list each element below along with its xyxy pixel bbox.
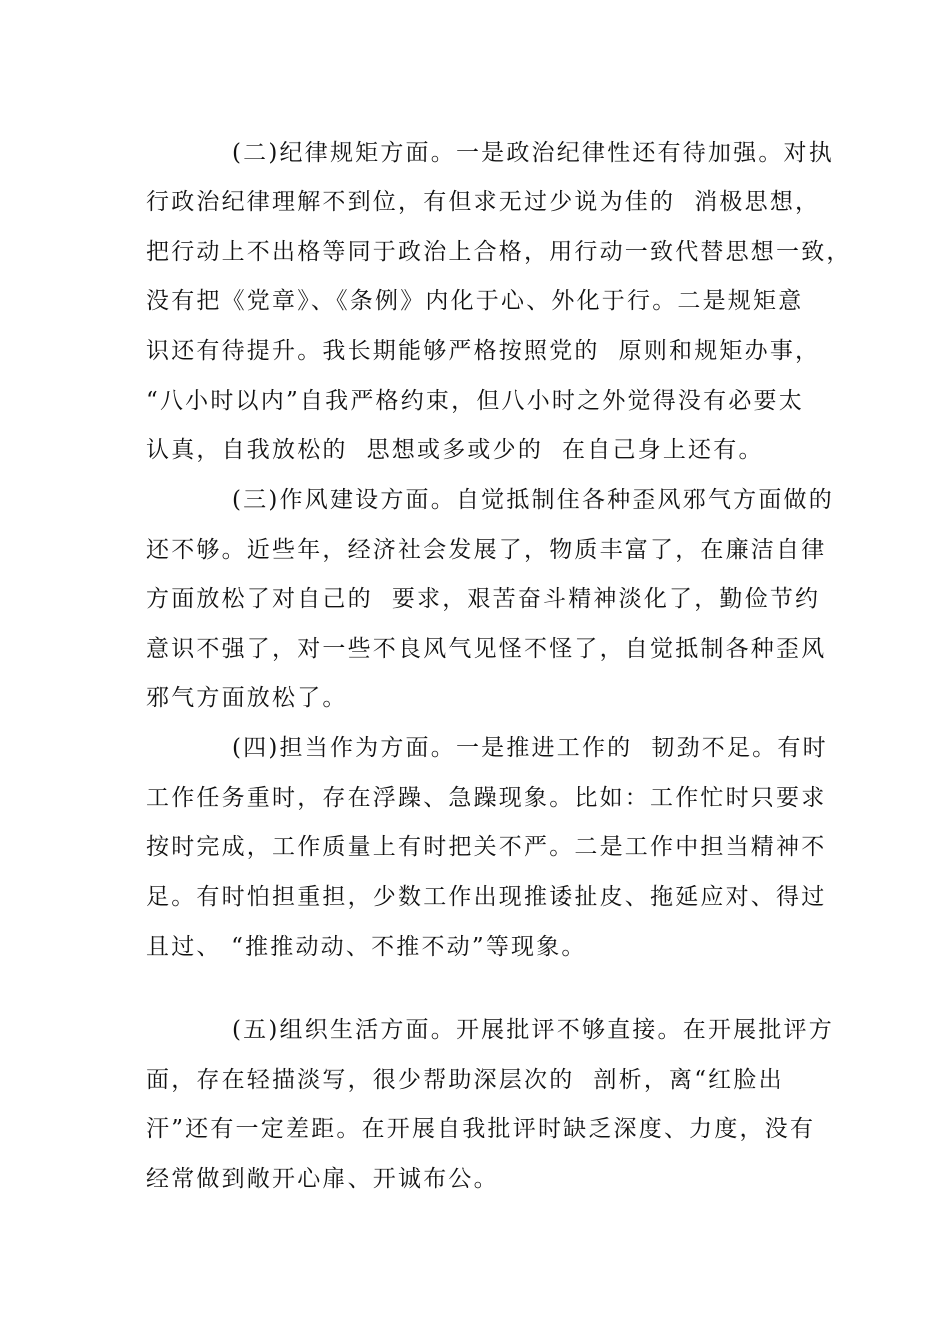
text-line: 方面放松了对自己的 要求，艰苦奋斗精神淡化了，勤俭节约 — [146, 586, 821, 612]
text-line: (二)纪律规矩方面。一是政治纪律性还有待加强。对执 — [232, 140, 834, 166]
text-line: 行政治纪律理解不到位，有但求无过少说为佳的 消极思想， — [146, 189, 821, 215]
text-line: (五)组织生活方面。开展批评不够直接。在开展批评方 — [232, 1017, 834, 1043]
text-line: 工作任务重时，存在浮躁、急躁现象。比如：工作忙时只要求 — [146, 785, 827, 811]
text-line: 汗”还有一定差距。在开展自我批评时缺乏深度、力度，没有 — [146, 1116, 816, 1142]
text-line: 识还有待提升。我长期能够严格按照党的 原则和规矩办事， — [146, 338, 821, 364]
text-line: 足。有时怕担重担，少数工作出现推诿扯皮、拖延应对、得过 — [146, 884, 827, 910]
text-line: (三)作风建设方面。自觉抵制住各种歪风邪气方面做的 — [232, 487, 834, 513]
text-line: 意识不强了，对一些不良风气见怪不怪了，自觉抵制各种歪风 — [146, 636, 827, 662]
text-line: 且过、 “推推动动、不推不动”等现象。 — [146, 934, 587, 960]
text-line: 没有把《党章》、《条例》内化于心、外化于行。二是规矩意 — [146, 288, 804, 314]
text-line: 经常做到敞开心扉、开诚布公。 — [146, 1166, 499, 1192]
text-line: 面，存在轻描淡写，很少帮助深层次的 剖析，离“红脸出 — [146, 1067, 784, 1093]
text-line: (四)担当作为方面。一是推进工作的 韧劲不足。有时 — [232, 735, 828, 761]
text-line: 还不够。近些年，经济社会发展了，物质丰富了，在廉洁自律 — [146, 537, 827, 563]
text-line: 认真，自我放松的 思想或多或少的 在自己身上还有。 — [146, 437, 764, 463]
text-line: 邪气方面放松了。 — [146, 685, 348, 711]
text-line: 把行动上不出格等同于政治上合格，用行动一致代替思想一致， — [146, 239, 852, 265]
text-line: “八小时以内”自我严格约束，但八小时之外觉得没有必要太 — [146, 388, 804, 414]
text-line: 按时完成，工作质量上有时把关不严。二是工作中担当精神不 — [146, 834, 827, 860]
